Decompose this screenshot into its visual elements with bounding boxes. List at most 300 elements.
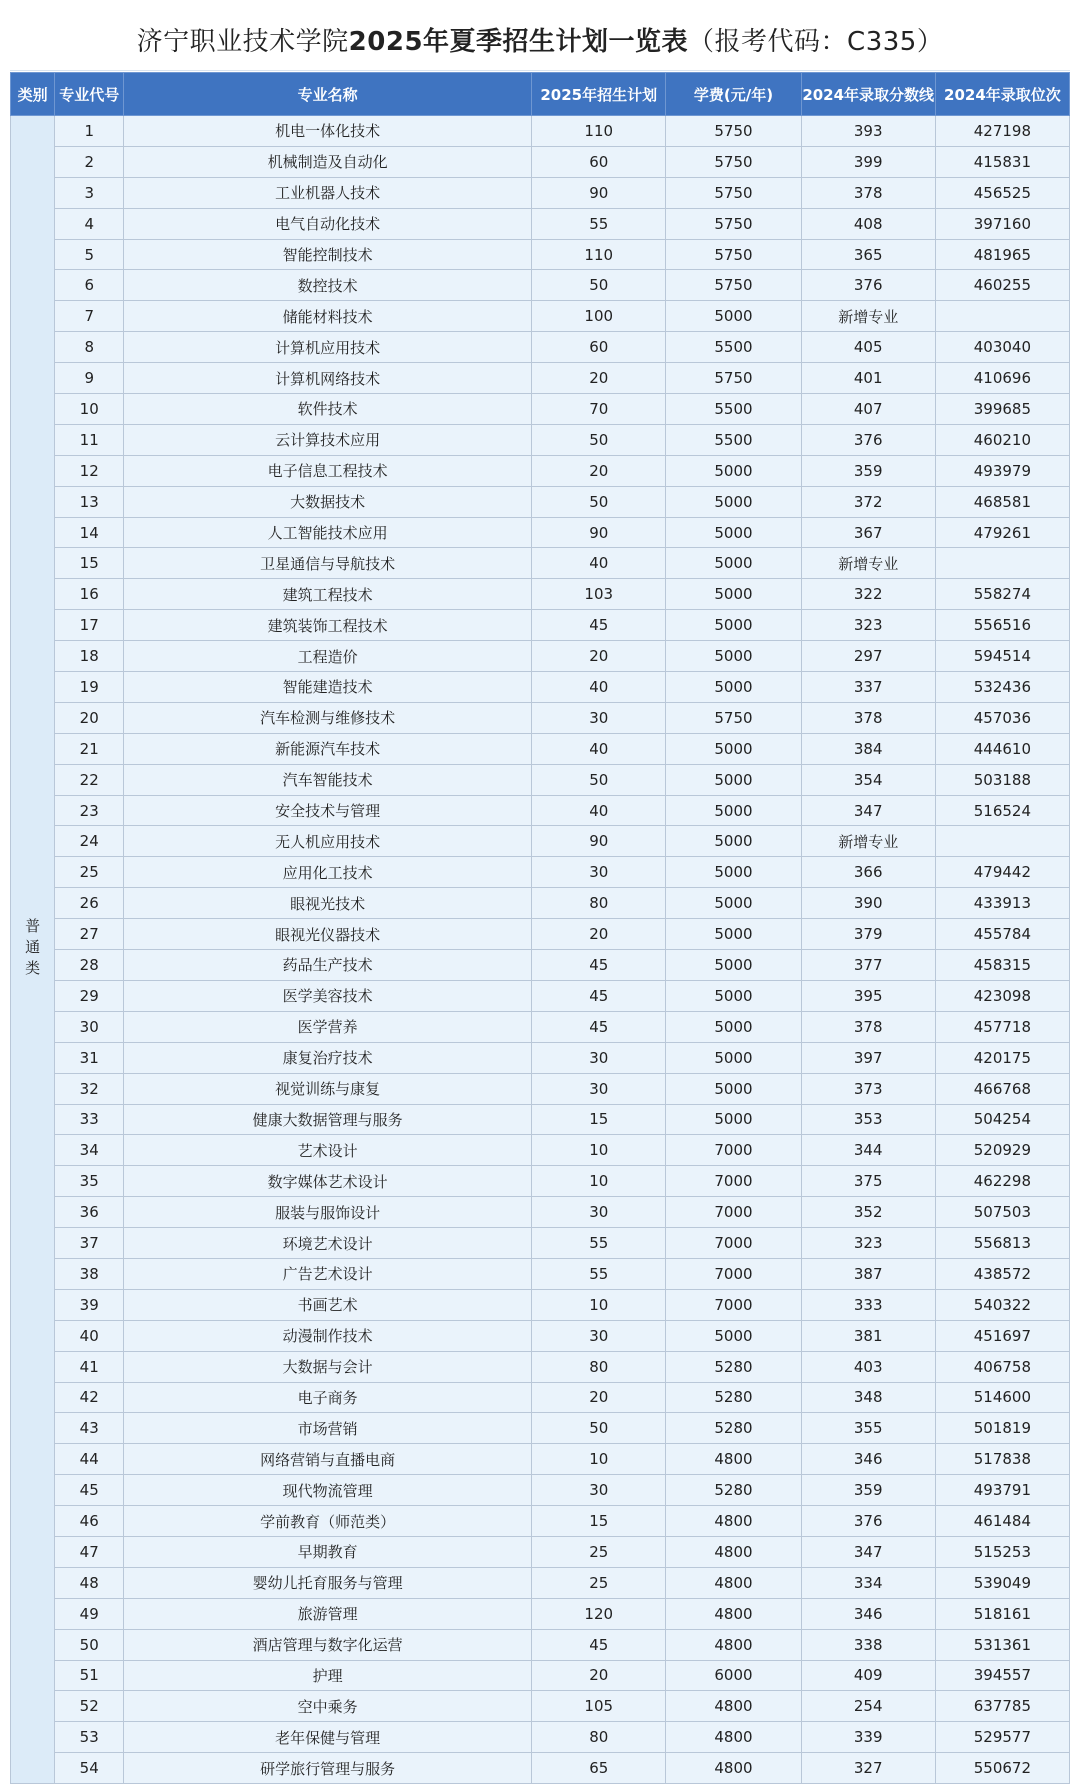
plan-cell: 10 (532, 1166, 666, 1197)
major-name-cell: 数字媒体艺术设计 (124, 1166, 532, 1197)
table-header (11, 73, 1070, 116)
major-code-cell: 11 (55, 424, 124, 455)
score-cell: 365 (801, 239, 935, 270)
major-name-cell: 建筑装饰工程技术 (124, 610, 532, 641)
tuition-cell: 5280 (666, 1382, 801, 1413)
tuition-cell: 5000 (666, 1320, 801, 1351)
plan-cell: 20 (532, 641, 666, 672)
tuition-cell: 7000 (666, 1228, 801, 1259)
tuition-cell: 7000 (666, 1289, 801, 1320)
major-name-cell: 数控技术 (124, 270, 532, 301)
table-row (11, 1660, 1070, 1691)
rank-cell: 451697 (935, 1320, 1069, 1351)
rank-cell: 517838 (935, 1444, 1069, 1475)
plan-cell: 20 (532, 1660, 666, 1691)
major-name-cell: 空中乘务 (124, 1691, 532, 1722)
table-row (11, 1722, 1070, 1753)
plan-cell: 10 (532, 1289, 666, 1320)
rank-cell: 516524 (935, 795, 1069, 826)
plan-cell: 110 (532, 239, 666, 270)
plan-cell: 40 (532, 733, 666, 764)
score-cell: 344 (801, 1135, 935, 1166)
major-name-cell: 应用化工技术 (124, 857, 532, 888)
table-row (11, 486, 1070, 517)
score-cell: 352 (801, 1197, 935, 1228)
rank-cell: 532436 (935, 672, 1069, 703)
major-code-cell: 52 (55, 1691, 124, 1722)
rank-cell: 493791 (935, 1475, 1069, 1506)
major-name-cell: 电子信息工程技术 (124, 455, 532, 486)
table-row (11, 919, 1070, 950)
table-row (11, 146, 1070, 177)
major-code-cell: 50 (55, 1629, 124, 1660)
score-cell: 379 (801, 919, 935, 950)
rank-cell: 529577 (935, 1722, 1069, 1753)
rank-cell: 637785 (935, 1691, 1069, 1722)
score-cell: 354 (801, 764, 935, 795)
score-cell: 378 (801, 702, 935, 733)
table-row (11, 1444, 1070, 1475)
major-code-cell: 45 (55, 1475, 124, 1506)
title-code: （报考代码：C335） (688, 26, 944, 57)
tuition-cell: 5280 (666, 1413, 801, 1444)
rank-cell: 423098 (935, 980, 1069, 1011)
plan-cell: 30 (532, 1197, 666, 1228)
major-code-cell: 31 (55, 1042, 124, 1073)
table-row (11, 1197, 1070, 1228)
tuition-cell: 5000 (666, 795, 801, 826)
rank-cell: 466768 (935, 1073, 1069, 1104)
tuition-cell: 4800 (666, 1753, 801, 1784)
table-row (11, 394, 1070, 425)
plan-cell: 40 (532, 795, 666, 826)
rank-cell: 415831 (935, 146, 1069, 177)
plan-cell: 55 (532, 1228, 666, 1259)
major-code-cell: 43 (55, 1413, 124, 1444)
major-name-cell: 护理 (124, 1660, 532, 1691)
tuition-cell: 5000 (666, 980, 801, 1011)
table-row (11, 363, 1070, 394)
plan-cell: 70 (532, 394, 666, 425)
table-row (11, 702, 1070, 733)
rank-cell: 507503 (935, 1197, 1069, 1228)
major-code-cell: 13 (55, 486, 124, 517)
major-code-cell: 37 (55, 1228, 124, 1259)
score-cell: 333 (801, 1289, 935, 1320)
plan-cell: 50 (532, 1413, 666, 1444)
major-name-cell: 药品生产技术 (124, 950, 532, 981)
tuition-cell: 7000 (666, 1258, 801, 1289)
major-code-cell: 46 (55, 1506, 124, 1537)
major-code-cell: 2 (55, 146, 124, 177)
major-name-cell: 医学美容技术 (124, 980, 532, 1011)
major-name-cell: 建筑工程技术 (124, 579, 532, 610)
table-row (11, 1475, 1070, 1506)
table-row (11, 270, 1070, 301)
table-row (11, 950, 1070, 981)
plan-cell: 45 (532, 1011, 666, 1042)
tuition-cell: 5750 (666, 177, 801, 208)
rank-cell: 460210 (935, 424, 1069, 455)
major-code-cell: 32 (55, 1073, 124, 1104)
score-cell: 337 (801, 672, 935, 703)
tuition-cell: 5000 (666, 517, 801, 548)
rank-cell: 493979 (935, 455, 1069, 486)
major-name-cell: 大数据技术 (124, 486, 532, 517)
score-cell: 338 (801, 1629, 935, 1660)
plan-cell: 45 (532, 950, 666, 981)
plan-cell: 50 (532, 270, 666, 301)
major-name-cell: 酒店管理与数字化运营 (124, 1629, 532, 1660)
rank-cell: 406758 (935, 1351, 1069, 1382)
major-code-cell: 39 (55, 1289, 124, 1320)
tuition-cell: 5000 (666, 1073, 801, 1104)
table-row (11, 1166, 1070, 1197)
header-score-2024: 2024年录取分数线 (801, 73, 935, 116)
table-row (11, 116, 1070, 147)
plan-cell: 15 (532, 1104, 666, 1135)
score-cell: 327 (801, 1753, 935, 1784)
rank-cell: 520929 (935, 1135, 1069, 1166)
tuition-cell: 5500 (666, 332, 801, 363)
major-code-cell: 21 (55, 733, 124, 764)
rank-cell: 457036 (935, 702, 1069, 733)
score-cell: 373 (801, 1073, 935, 1104)
score-cell: 381 (801, 1320, 935, 1351)
table-row (11, 610, 1070, 641)
major-name-cell: 工业机器人技术 (124, 177, 532, 208)
tuition-cell: 4800 (666, 1536, 801, 1567)
major-name-cell: 计算机网络技术 (124, 363, 532, 394)
score-cell: 378 (801, 1011, 935, 1042)
table-row (11, 548, 1070, 579)
rank-cell: 531361 (935, 1629, 1069, 1660)
major-code-cell: 7 (55, 301, 124, 332)
page-title (10, 8, 1070, 71)
plan-cell: 45 (532, 980, 666, 1011)
major-code-cell: 1 (55, 116, 124, 147)
tuition-cell: 5000 (666, 579, 801, 610)
major-code-cell: 51 (55, 1660, 124, 1691)
tuition-cell: 5280 (666, 1351, 801, 1382)
tuition-cell: 5000 (666, 733, 801, 764)
score-cell: 新增专业 (801, 826, 935, 857)
tuition-cell: 7000 (666, 1135, 801, 1166)
table-row (11, 795, 1070, 826)
major-name-cell: 人工智能技术应用 (124, 517, 532, 548)
major-code-cell: 4 (55, 208, 124, 239)
header-row (11, 73, 1070, 116)
major-code-cell: 12 (55, 455, 124, 486)
score-cell: 376 (801, 424, 935, 455)
plan-cell: 103 (532, 579, 666, 610)
major-code-cell: 25 (55, 857, 124, 888)
major-name-cell: 学前教育（师范类） (124, 1506, 532, 1537)
table-body (11, 116, 1070, 1784)
rank-cell: 397160 (935, 208, 1069, 239)
tuition-cell: 5750 (666, 146, 801, 177)
major-name-cell: 健康大数据管理与服务 (124, 1104, 532, 1135)
enrollment-table (10, 72, 1070, 1784)
score-cell: 359 (801, 1475, 935, 1506)
tuition-cell: 5750 (666, 363, 801, 394)
tuition-cell: 5000 (666, 455, 801, 486)
tuition-cell: 5750 (666, 270, 801, 301)
major-code-cell: 22 (55, 764, 124, 795)
major-code-cell: 16 (55, 579, 124, 610)
tuition-cell: 5500 (666, 394, 801, 425)
table-row (11, 641, 1070, 672)
table-row (11, 1011, 1070, 1042)
major-code-cell: 29 (55, 980, 124, 1011)
major-code-cell: 47 (55, 1536, 124, 1567)
score-cell: 323 (801, 610, 935, 641)
major-code-cell: 42 (55, 1382, 124, 1413)
major-code-cell: 33 (55, 1104, 124, 1135)
tuition-cell: 5000 (666, 1104, 801, 1135)
rank-cell: 455784 (935, 919, 1069, 950)
major-code-cell: 54 (55, 1753, 124, 1784)
score-cell: 322 (801, 579, 935, 610)
score-cell: 348 (801, 1382, 935, 1413)
major-name-cell: 老年保健与管理 (124, 1722, 532, 1753)
plan-cell: 30 (532, 1475, 666, 1506)
major-name-cell: 市场营销 (124, 1413, 532, 1444)
score-cell: 339 (801, 1722, 935, 1753)
tuition-cell: 4800 (666, 1567, 801, 1598)
major-name-cell: 现代物流管理 (124, 1475, 532, 1506)
table-row (11, 980, 1070, 1011)
plan-cell: 25 (532, 1567, 666, 1598)
rank-cell: 461484 (935, 1506, 1069, 1537)
tuition-cell: 4800 (666, 1506, 801, 1537)
major-name-cell: 机械制造及自动化 (124, 146, 532, 177)
score-cell: 334 (801, 1567, 935, 1598)
score-cell: 372 (801, 486, 935, 517)
rank-cell: 410696 (935, 363, 1069, 394)
score-cell: 401 (801, 363, 935, 394)
major-name-cell: 婴幼儿托育服务与管理 (124, 1567, 532, 1598)
rank-cell: 420175 (935, 1042, 1069, 1073)
major-name-cell: 储能材料技术 (124, 301, 532, 332)
table-row (11, 424, 1070, 455)
tuition-cell: 5000 (666, 764, 801, 795)
table-row (11, 1289, 1070, 1320)
score-cell: 390 (801, 888, 935, 919)
major-name-cell: 康复治疗技术 (124, 1042, 532, 1073)
rank-cell: 394557 (935, 1660, 1069, 1691)
major-code-cell: 34 (55, 1135, 124, 1166)
plan-cell: 20 (532, 455, 666, 486)
rank-cell: 503188 (935, 764, 1069, 795)
plan-cell: 40 (532, 548, 666, 579)
rank-cell: 460255 (935, 270, 1069, 301)
rank-cell: 514600 (935, 1382, 1069, 1413)
plan-cell: 110 (532, 116, 666, 147)
major-code-cell: 28 (55, 950, 124, 981)
table-row (11, 1506, 1070, 1537)
table-row (11, 455, 1070, 486)
table-row (11, 1567, 1070, 1598)
table-row (11, 1598, 1070, 1629)
table-row (11, 672, 1070, 703)
tuition-cell: 5000 (666, 548, 801, 579)
plan-cell: 80 (532, 1722, 666, 1753)
score-cell: 387 (801, 1258, 935, 1289)
score-cell: 366 (801, 857, 935, 888)
major-name-cell: 环境艺术设计 (124, 1228, 532, 1259)
tuition-cell: 5000 (666, 672, 801, 703)
header-tuition: 学费(元/年) (666, 73, 801, 116)
tuition-cell: 6000 (666, 1660, 801, 1691)
plan-cell: 25 (532, 1536, 666, 1567)
plan-cell: 30 (532, 1042, 666, 1073)
tuition-cell: 5000 (666, 826, 801, 857)
major-name-cell: 计算机应用技术 (124, 332, 532, 363)
score-cell: 347 (801, 1536, 935, 1567)
rank-cell: 458315 (935, 950, 1069, 981)
major-name-cell: 医学营养 (124, 1011, 532, 1042)
tuition-cell: 5000 (666, 857, 801, 888)
table-row (11, 764, 1070, 795)
score-cell: 353 (801, 1104, 935, 1135)
major-name-cell: 旅游管理 (124, 1598, 532, 1629)
major-name-cell: 新能源汽车技术 (124, 733, 532, 764)
tuition-cell: 5000 (666, 610, 801, 641)
header-plan-2025: 2025年招生计划 (532, 73, 666, 116)
tuition-cell: 5000 (666, 1042, 801, 1073)
rank-cell: 479261 (935, 517, 1069, 548)
major-code-cell: 23 (55, 795, 124, 826)
plan-cell: 30 (532, 857, 666, 888)
table-row (11, 888, 1070, 919)
major-name-cell: 网络营销与直播电商 (124, 1444, 532, 1475)
major-code-cell: 38 (55, 1258, 124, 1289)
rank-cell: 468581 (935, 486, 1069, 517)
rank-cell: 479442 (935, 857, 1069, 888)
score-cell: 399 (801, 146, 935, 177)
major-name-cell: 无人机应用技术 (124, 826, 532, 857)
table-row (11, 208, 1070, 239)
table-row (11, 1382, 1070, 1413)
table-row (11, 1691, 1070, 1722)
tuition-cell: 5000 (666, 888, 801, 919)
plan-cell: 80 (532, 1351, 666, 1382)
score-cell: 393 (801, 116, 935, 147)
tuition-cell: 4800 (666, 1598, 801, 1629)
score-cell: 403 (801, 1351, 935, 1382)
tuition-cell: 5750 (666, 116, 801, 147)
table-row (11, 332, 1070, 363)
rank-cell (935, 301, 1069, 332)
table-row (11, 177, 1070, 208)
rank-cell: 456525 (935, 177, 1069, 208)
score-cell: 355 (801, 1413, 935, 1444)
score-cell: 新增专业 (801, 301, 935, 332)
header-category: 类别 (11, 73, 55, 116)
major-name-cell: 汽车智能技术 (124, 764, 532, 795)
score-cell: 405 (801, 332, 935, 363)
major-code-cell: 14 (55, 517, 124, 548)
header-major-code: 专业代号 (55, 73, 124, 116)
major-code-cell: 15 (55, 548, 124, 579)
major-name-cell: 云计算技术应用 (124, 424, 532, 455)
score-cell: 367 (801, 517, 935, 548)
plan-cell: 80 (532, 888, 666, 919)
rank-cell: 594514 (935, 641, 1069, 672)
title-main: 2025年夏季招生计划一览表 (348, 26, 689, 57)
rank-cell: 515253 (935, 1536, 1069, 1567)
rank-cell: 438572 (935, 1258, 1069, 1289)
table-row (11, 517, 1070, 548)
table-row (11, 239, 1070, 270)
rank-cell: 444610 (935, 733, 1069, 764)
table-row (11, 1258, 1070, 1289)
rank-cell: 481965 (935, 239, 1069, 270)
score-cell: 新增专业 (801, 548, 935, 579)
plan-cell: 50 (532, 424, 666, 455)
score-cell: 359 (801, 455, 935, 486)
table-row (11, 1228, 1070, 1259)
tuition-cell: 7000 (666, 1197, 801, 1228)
plan-cell: 20 (532, 363, 666, 394)
major-code-cell: 18 (55, 641, 124, 672)
rank-cell: 504254 (935, 1104, 1069, 1135)
major-name-cell: 研学旅行管理与服务 (124, 1753, 532, 1784)
major-name-cell: 机电一体化技术 (124, 116, 532, 147)
tuition-cell: 7000 (666, 1166, 801, 1197)
major-code-cell: 3 (55, 177, 124, 208)
table-row (11, 733, 1070, 764)
rank-cell: 457718 (935, 1011, 1069, 1042)
rank-cell (935, 826, 1069, 857)
table-row (11, 1135, 1070, 1166)
major-code-cell: 5 (55, 239, 124, 270)
plan-cell: 10 (532, 1444, 666, 1475)
major-code-cell: 20 (55, 702, 124, 733)
major-name-cell: 眼视光技术 (124, 888, 532, 919)
score-cell: 395 (801, 980, 935, 1011)
header-rank-2024: 2024年录取位次 (935, 73, 1069, 116)
plan-cell: 15 (532, 1506, 666, 1537)
tuition-cell: 5750 (666, 239, 801, 270)
score-cell: 397 (801, 1042, 935, 1073)
rank-cell: 556516 (935, 610, 1069, 641)
major-name-cell: 软件技术 (124, 394, 532, 425)
tuition-cell: 5500 (666, 424, 801, 455)
score-cell: 378 (801, 177, 935, 208)
score-cell: 376 (801, 1506, 935, 1537)
rank-cell (935, 548, 1069, 579)
rank-cell: 540322 (935, 1289, 1069, 1320)
rank-cell: 403040 (935, 332, 1069, 363)
rank-cell: 399685 (935, 394, 1069, 425)
major-code-cell: 44 (55, 1444, 124, 1475)
plan-cell: 65 (532, 1753, 666, 1784)
table-row (11, 579, 1070, 610)
major-code-cell: 17 (55, 610, 124, 641)
major-name-cell: 卫星通信与导航技术 (124, 548, 532, 579)
plan-cell: 60 (532, 332, 666, 363)
tuition-cell: 4800 (666, 1691, 801, 1722)
major-name-cell: 汽车检测与维修技术 (124, 702, 532, 733)
table-row (11, 301, 1070, 332)
table-row (11, 1351, 1070, 1382)
tuition-cell: 5750 (666, 208, 801, 239)
score-cell: 323 (801, 1228, 935, 1259)
score-cell: 407 (801, 394, 935, 425)
plan-cell: 45 (532, 610, 666, 641)
